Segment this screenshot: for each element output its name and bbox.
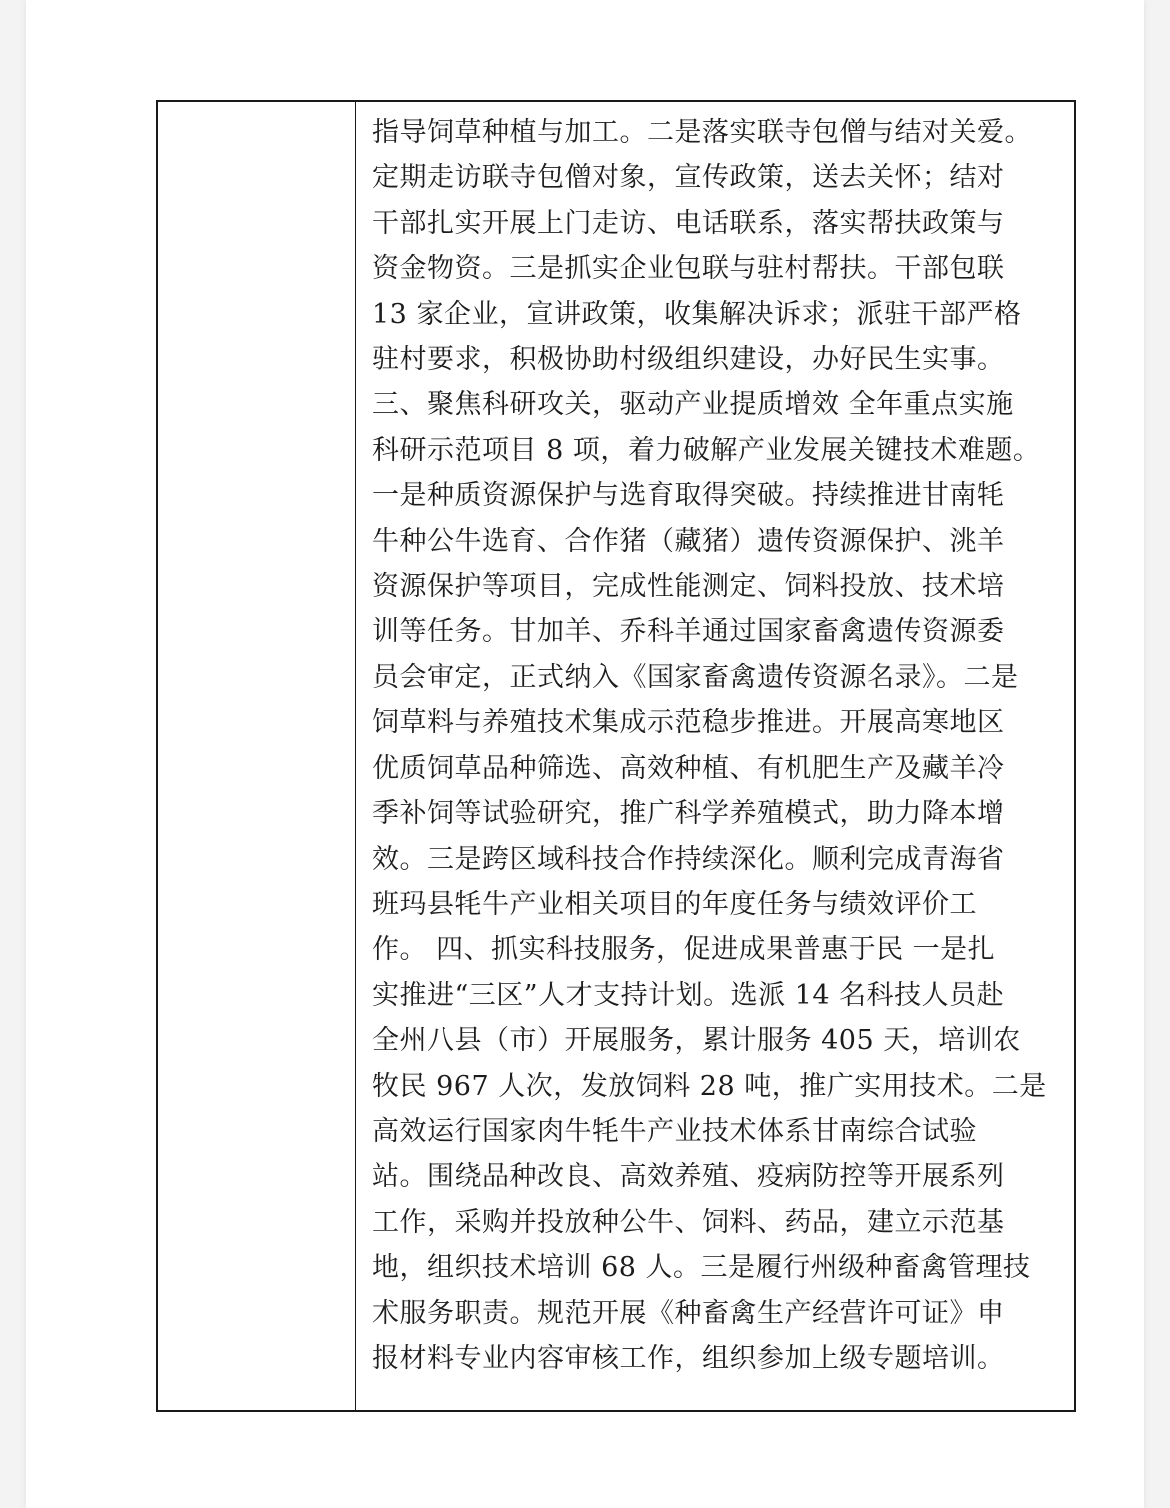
text-line: 实推进“三区”人才支持计划。选派 14 名科技人员赴 [372,979,1005,1011]
text-line: 指导饲草种植与加工。二是落实联寺包僧与结对关爱。 [372,117,1032,148]
text-line: 训等任务。甘加羊、乔科羊通过国家畜禽遗传资源委 [372,616,1005,648]
section-heading-line: 作。 四、抓实科技服务，促进成果普惠于民 一是扎 [372,934,996,966]
text-line: 站。围绕品种改良、高效养殖、疫病防控等开展系列 [372,1161,1005,1193]
text-line: 高效运行国家肉牛牦牛产业技术体系甘南综合试验 [372,1115,977,1147]
text-line: 地，组织技术培训 68 人。三是履行州级种畜禽管理技 [372,1252,1031,1284]
text-line: 效。三是跨区域科技合作持续深化。顺利完成青海省 [372,843,1005,875]
text-line: 全州八县（市）开展服务，累计服务 405 天，培训农 [372,1025,1021,1057]
text-line: 季补饲等试验研究，推广科学养殖模式，助力降本增 [372,798,1005,830]
text-line: 13 家企业，宣讲政策，收集解决诉求；派驻干部严格 [372,298,1022,330]
text-line: 班玛县牦牛产业相关项目的年度任务与绩效评价工 [372,888,977,920]
text-line: 驻村要求，积极协助村级组织建设，办好民生实事。 [372,344,1005,376]
text-line: 优质饲草品种筛选、高效种植、有机肥生产及藏羊冷 [372,752,1005,784]
document-page [26,0,1144,1508]
text-line: 干部扎实开展上门走访、电话联系，落实帮扶政策与 [372,207,1005,239]
text-line: 术服务职责。规范开展《种畜禽生产经营许可证》申 [372,1297,1005,1329]
report-table [156,100,1076,1412]
text-line: 资源保护等项目，完成性能测定、饲料投放、技术培 [372,571,1005,603]
table-right-cell [356,102,1074,1410]
text-line: 员会审定，正式纳入《国家畜禽遗传资源名录》。二是 [372,661,1019,693]
text-line: 饲草料与养殖技术集成示范稳步推进。开展高寒地区 [372,707,1005,739]
text-line: 工作，采购并投放种公牛、饲料、药品，建立示范基 [372,1206,1005,1238]
text-line: 定期走访联寺包僧对象，宣传政策，送去关怀；结对 [372,162,1005,194]
table-left-cell [158,102,356,1410]
text-line: 科研示范项目 8 项，着力破解产业发展关键技术难题。 [372,434,1041,466]
text-line: 一是种质资源保护与选育取得突破。持续推进甘南牦 [372,480,1005,512]
text-line: 报材料专业内容审核工作，组织参加上级专题培训。 [372,1342,1005,1374]
text-line: 牧民 967 人次，发放饲料 28 吨，推广实用技术。二是 [372,1070,1047,1102]
text-line: 牛种公牛选育、合作猪（藏猪）遗传资源保护、洮羊 [372,525,1005,557]
report-body-text [372,110,1058,1381]
text-line: 资金物资。三是抓实企业包联与驻村帮扶。干部包联 [372,253,1005,285]
section-heading-line: 三、聚焦科研攻关，驱动产业提质增效 全年重点实施 [372,389,1014,421]
